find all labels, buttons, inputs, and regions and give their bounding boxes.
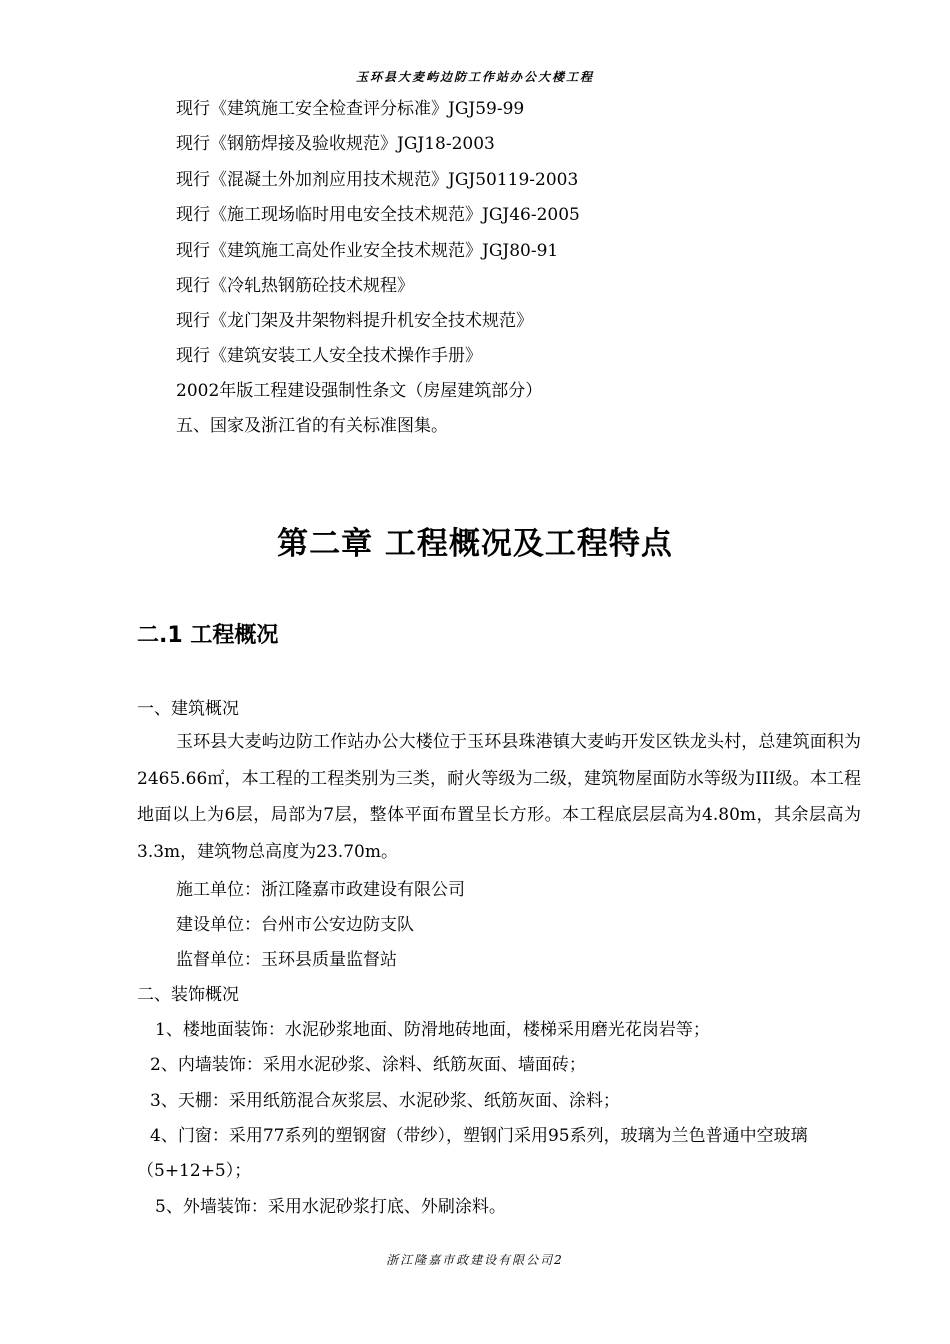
construction-unit: 施工单位：浙江隆嘉市政建设有限公司 (176, 880, 465, 900)
decoration-item-continuation: （5+12+5）； (137, 1161, 252, 1181)
reference-line: 2002年版工程建设强制性条文（房屋建筑部分） (176, 381, 543, 401)
decoration-item: 5、外墙装饰：采用水泥砂浆打底、外刷涂料。 (155, 1197, 506, 1217)
running-header: 玉环县大麦屿边防工作站办公大楼工程 (355, 70, 594, 84)
decoration-item: 4、门窗：采用77系列的塑钢窗（带纱），塑钢门采用95系列，玻璃为兰色普通中空玻璃 (150, 1126, 808, 1146)
reference-line: 现行《建筑安装工人安全技术操作手册》 (176, 346, 482, 366)
decoration-item: 3、天棚：采用纸筋混合灰浆层、水泥砂浆、纸筋灰面、涂料； (150, 1091, 620, 1111)
owner-unit: 建设单位：台州市公安边防支队 (176, 915, 414, 935)
reference-line: 现行《冷轧热钢筋砼技术规程》 (176, 276, 414, 296)
reference-line: 现行《建筑施工安全检查评分标准》JGJ59-99 (176, 99, 525, 119)
section-title: 二.1 工程概况 (137, 623, 279, 648)
chapter-title: 第二章 工程概况及工程特点 (277, 526, 673, 562)
decoration-item: 1、楼地面装饰：水泥砂浆地面、防滑地砖地面，楼梯采用磨光花岗岩等； (155, 1020, 710, 1040)
reference-line: 现行《施工现场临时用电安全技术规范》JGJ46-2005 (176, 205, 580, 225)
overview-heading: 一、建筑概况 (137, 699, 239, 719)
overview-paragraph: 玉环县大麦屿边防工作站办公大楼位于玉环县珠港镇大麦屿开发区铁龙头村，总建筑面积为2465.66㎡，本工程的工程类别为三类，耐火等级为二级，建筑物屋面防水等级为III级。本工程地面以上为6层，局部为7层，整体平面布置呈长方形。本工程底层层高为4.80m，其余层高为3.3m，建筑物总高度为23.70m。 (137, 732, 861, 862)
reference-line: 现行《建筑施工高处作业安全技术规范》JGJ80-91 (176, 241, 559, 261)
reference-line: 现行《混凝土外加剂应用技术规范》JGJ50119-2003 (176, 170, 579, 190)
page-footer: 浙江隆嘉市政建设有限公司2 (386, 1253, 564, 1267)
reference-line: 现行《钢筋焊接及验收规范》JGJ18-2003 (176, 134, 495, 154)
decoration-item: 2、内墙装饰：采用水泥砂浆、涂料、纸筋灰面、墙面砖； (150, 1055, 586, 1075)
reference-line: 现行《龙门架及井架物料提升机安全技术规范》 (176, 311, 533, 331)
supervision-unit: 监督单位：玉环县质量监督站 (176, 950, 397, 970)
reference-line: 五、国家及浙江省的有关标准图集。 (176, 416, 448, 436)
decoration-heading: 二、装饰概况 (137, 985, 239, 1005)
